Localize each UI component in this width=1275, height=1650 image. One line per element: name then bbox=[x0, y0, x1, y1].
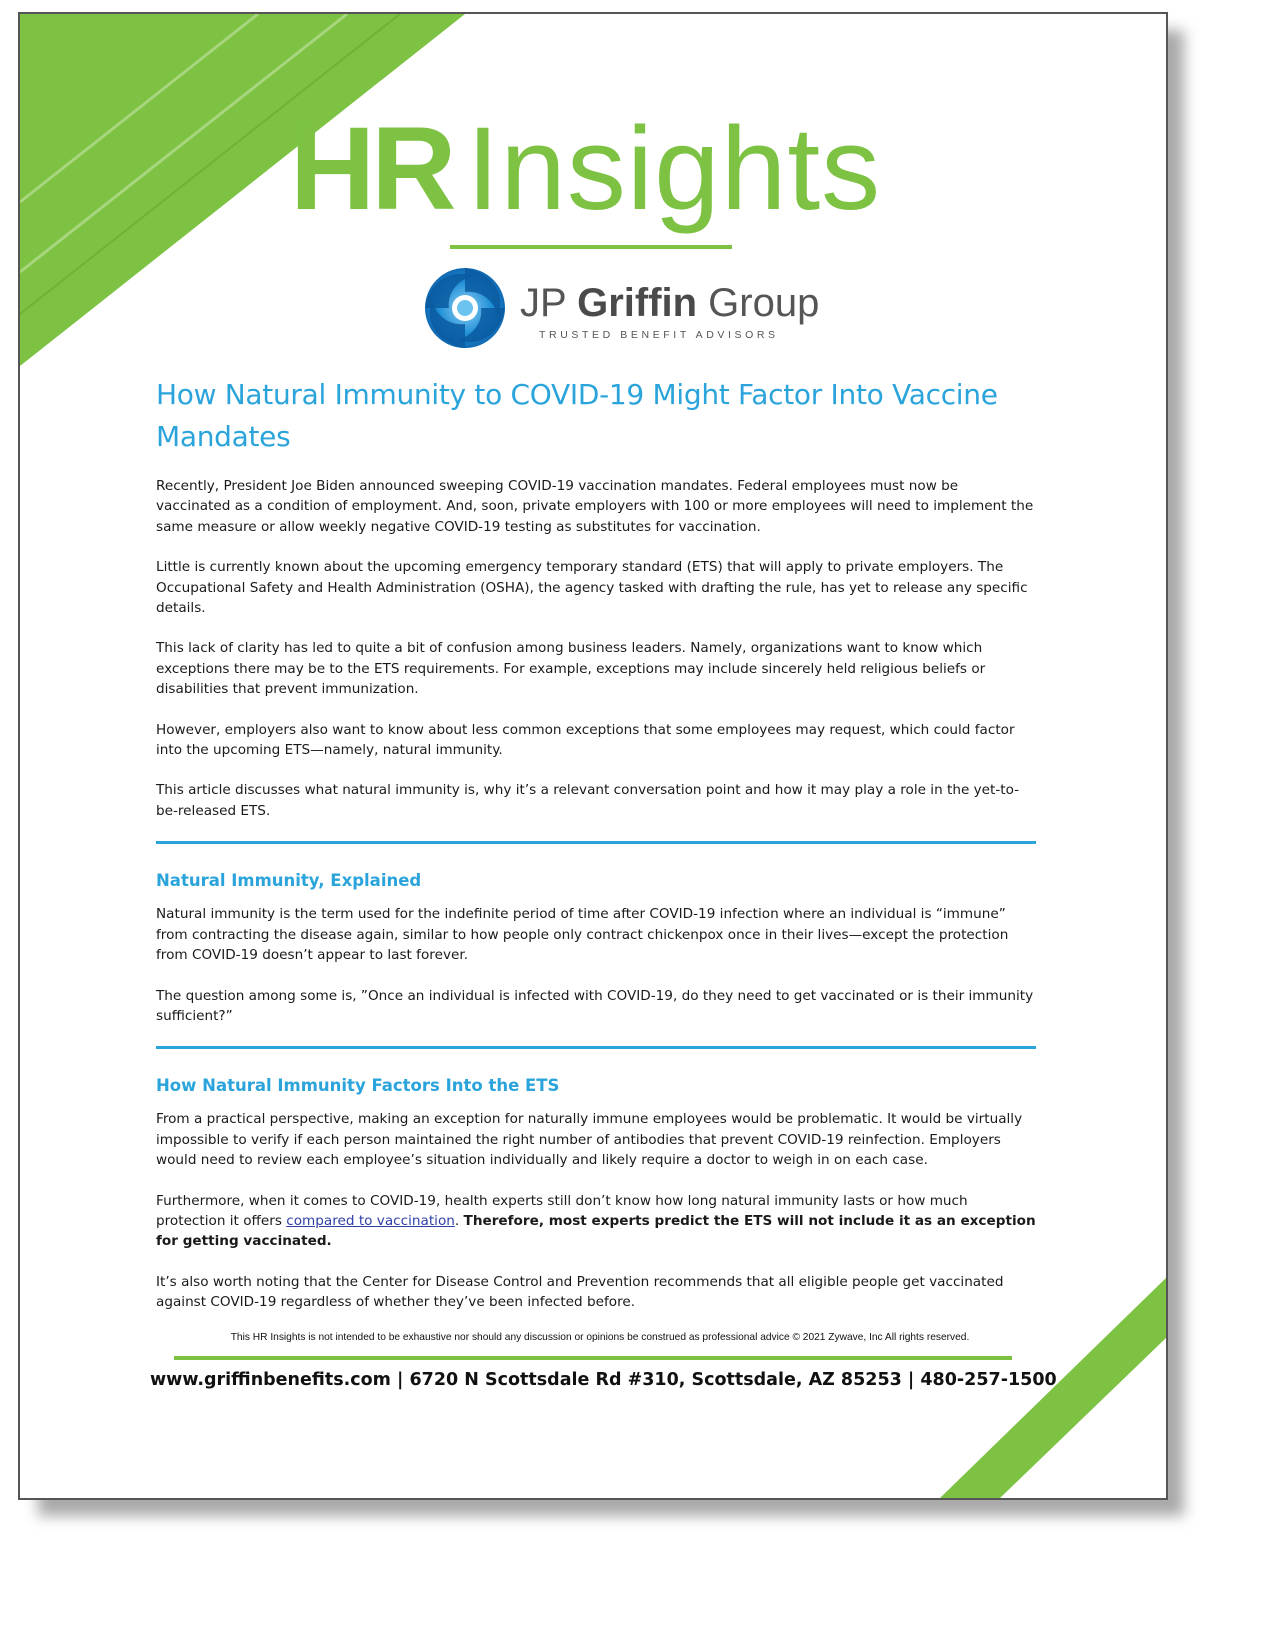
logo-tagline: TRUSTED BENEFIT ADVISORS bbox=[539, 329, 779, 341]
footer-divider bbox=[174, 1356, 1012, 1360]
article-content bbox=[156, 374, 1036, 1333]
paragraph-text: Furthermore, when it comes to COVID-19, health experts still don’t know how long natural immunity lasts or how much protection it offers bbox=[156, 1192, 968, 1229]
masthead-divider bbox=[450, 245, 732, 249]
logo-wordmark-griffin: Griffin bbox=[577, 281, 698, 325]
section-natural-immunity bbox=[156, 870, 1036, 1026]
intro-paragraph: Little is currently known about the upcoming emergency temporary standard (ETS) that will apply to private employers. The Occupational Safety and Health Administration (OSHA), the agency tasked with drafting the rule, has yet to release any specific details. bbox=[156, 559, 1028, 617]
intro-paragraph: This article discusses what natural immunity is, why it’s a relevant conversation point and how it may play a role in the yet-to-be-released ETS. bbox=[156, 782, 1020, 819]
intro-section bbox=[156, 476, 1036, 821]
intro-paragraph: Recently, President Joe Biden announced sweeping COVID-19 vaccination mandates. Federal employees must now be vaccinated as a condition of employment. And, soon, private employers with 100 or more employees will need to implement the same measure or allow weekly negative COVID-19 testing as substitutes for vaccination. bbox=[156, 478, 1034, 535]
section-heading: How Natural Immunity Factors Into the ETS bbox=[156, 1076, 560, 1096]
section-heading: Natural Immunity, Explained bbox=[156, 871, 422, 891]
section-paragraph: Natural immunity is the term used for the indefinite period of time after COVID-19 infection where an individual is “immune” from contracting the disease again, similar to how people only contract chickenpox once in their lives—except the protection from COVID-19 doesn’t appear to last forever. bbox=[156, 906, 1009, 964]
paragraph-text: . bbox=[454, 1212, 464, 1229]
section-divider bbox=[156, 1046, 1036, 1049]
intro-paragraph: However, employers also want to know about less common exceptions that some employees may request, which could factor into the upcoming ETS—namely, natural immunity. bbox=[156, 721, 1015, 759]
document-page bbox=[18, 12, 1168, 1500]
footer-contact-info: www.griffinbenefits.com | 6720 N Scottsdale Rd #310, Scottsdale, AZ 85253 | 480-257-1500 bbox=[150, 1370, 1057, 1390]
masthead-title bbox=[290, 94, 910, 244]
article-title: How Natural Immunity to COVID-19 Might Factor Into Vaccine Mandates bbox=[156, 378, 998, 453]
disclaimer-text: This HR Insights is not intended to be exhaustive nor should any discussion or opinions be construed as professional advice © 2021 Zywave, Inc All rights reserved. bbox=[230, 1332, 970, 1343]
logo-wordmark-jp: JP bbox=[520, 281, 578, 325]
section-paragraph: It’s also worth noting that the Center for Disease Control and Prevention recommends that all eligible people get vaccinated against COVID-19 regardless of whether they’ve been infected before. bbox=[156, 1273, 1004, 1311]
section-paragraph: The question among some is, ”Once an individual is infected with COVID-19, do they need to get vaccinated or is their immunity sufficient?” bbox=[156, 987, 1034, 1024]
section-paragraph-with-link bbox=[156, 1191, 1036, 1252]
intro-paragraph: This lack of clarity has led to quite a bit of confusion among business leaders. Namely, organizations want to know which exceptions there may be to the ETS requirements. For example, exceptions may include sincerely held religious beliefs or disabilities that prevent immunization. bbox=[156, 640, 986, 698]
company-logo bbox=[422, 264, 820, 364]
section-paragraph: From a practical perspective, making an exception for naturally immune employees would be problematic. It would be virtually impossible to verify if each person maintained the right number of antibodies that prevent COVID-19 reinfection. Employers would need to review each employee’s situation individually and likely require a doctor to weigh in on each case. bbox=[156, 1111, 1023, 1169]
section-ets bbox=[156, 1075, 1036, 1312]
logo-wordmark-group: Group bbox=[697, 281, 820, 325]
masthead-light: Insights bbox=[466, 103, 882, 235]
section-divider bbox=[156, 841, 1036, 844]
swirl-logo-icon bbox=[422, 264, 508, 352]
emphasized-text: Therefore, most experts predict the ETS will not include it as an exception for getting vaccinated. bbox=[156, 1212, 1036, 1250]
logo-wordmark bbox=[520, 281, 819, 326]
masthead-bold: HR bbox=[290, 103, 453, 235]
compared-to-vaccination-link[interactable]: compared to vaccination bbox=[286, 1212, 455, 1229]
